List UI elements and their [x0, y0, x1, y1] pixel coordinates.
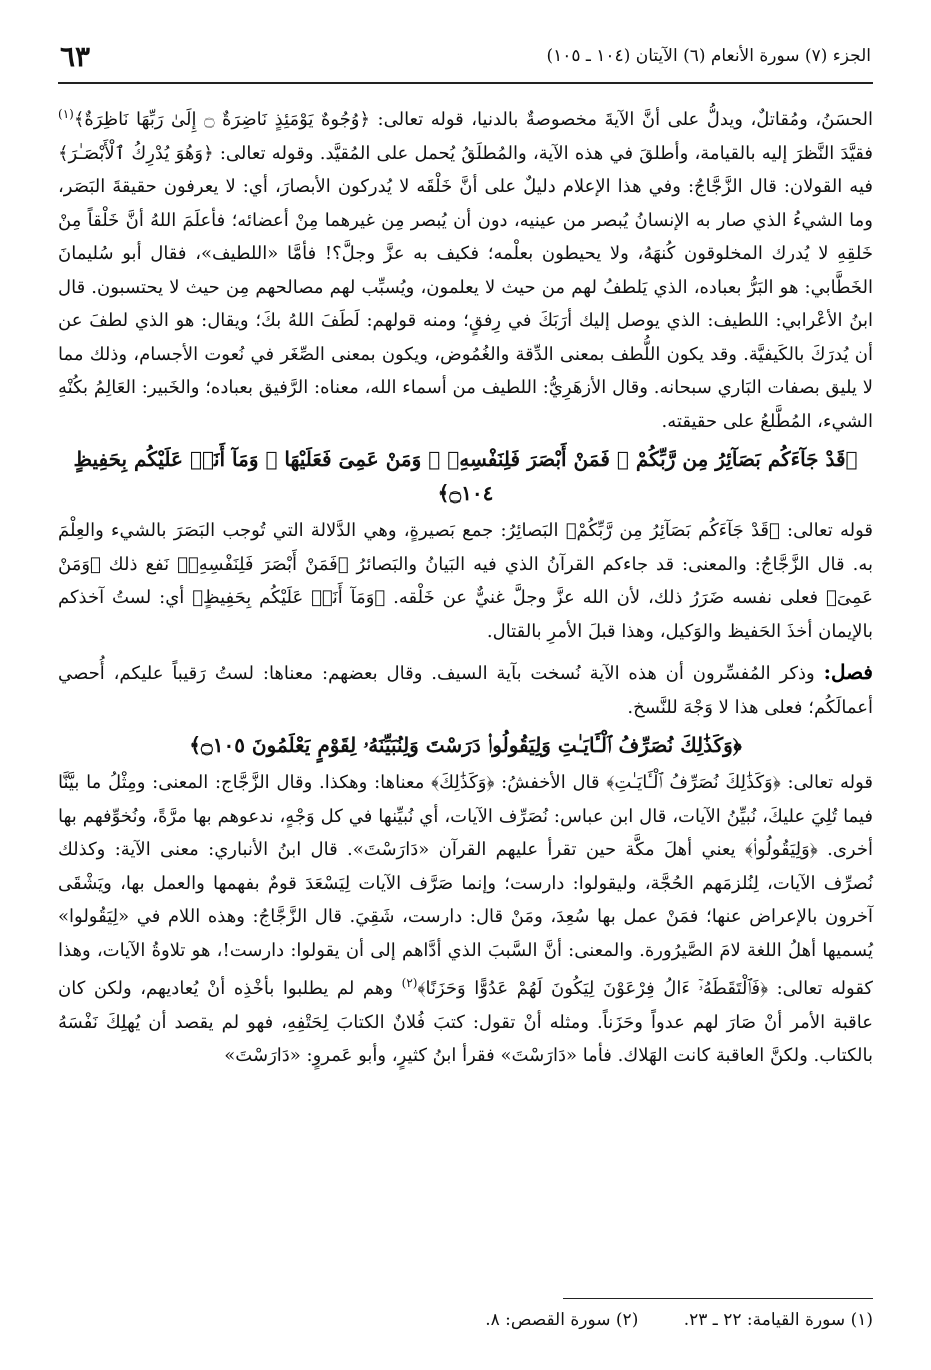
running-head: الجزء (٧) سورة الأنعام (٦) الآيتان (١٠٤ ـ ١٠٥)	[546, 46, 871, 66]
footnote-ref-2: (٢)	[401, 976, 418, 990]
paragraph-3-text: وذكر المُفسِّرون أن هذه الآية نُسخت بآية السيف. وقال بعضهم: معناها: لستُ رَقيباً عليكم، أُحصي أعمالَكُم؛ فعلى هذا لا وَجْهَ للنَّسخ.	[58, 663, 873, 718]
page-header	[60, 40, 871, 78]
paragraph-4-continued: وهم لم يطلبوا بأخْذِه أنْ يُعاديهم، ولكن كان عاقبة الأمر أنْ صَارَ لهم عدواً وحَزَناً. ومثله أنْ تقول: كتبَ فُلانٌ الكتابَ لِحَتْفِهِ، فهو لم يقصد أن يُهلِكَ نَفْسَهُ بالكتاب. ولكنَّ العاقبة كانت الهَلاك. فأما «دَارَسْتَ» فقرأ ابنُ كثيرٍ، وأبو عَمروٍ: «دَارَسْتَ»	[58, 978, 873, 1066]
header-rule	[58, 82, 873, 84]
paragraph-1-continued: فقيَّدَ النَّظرَ إليه بالقيامة، وأطلقَ في هذه الآية، والمُطلَقُ يُحمل على المُقيَّد. وقوله تعالى: ﴿وَهُوَ يُدْرِكُ ٱلْأَبْصَـٰرَ﴾ فيه القولان: قال الزَّجَّاجُ: وفي هذا الإعلام دليلٌ على أنَّ خَلْقَه لا يُدركون الأبصارَ، أي: لا يعرفون حقيقةَ البَصَر، وما الشيءُ الذي صار به الإنسانُ يُبصر من عينيه، دون أن يُبصر مِن غيرهما مِنْ أعضائه؛ فأعلَمَ اللهُ أنَّ خَلْقاً مِنْ خَلقِهِ لا يُدرك المخلوقون كُنهَهُ، ولا يحيطون بعلْمه؛ فكيف به عزَّ وجلَّ؟! فأمَّا «اللطيف»، فقال أبو سُليمانَ الخَطَّابي: هو البَرُّ بعباده، الذي يَلطفُ لهم من حيث لا يعلمون، ويُسبِّب لهم مصالحهم مِن حيث لا يحتسبون. قال ابنُ الأعْرابي: اللطيف: الذي يوصل إليك أرَبَكَ في رِفقٍ؛ ومنه قولهم: لَطَفَ اللهُ بكَ؛ ويقال: هو الذي لطفَ عن أن يُدرَكَ بالكَيفيَّة. وقد يكون اللُّطف بمعنى الدِّقة والغُمُوض، ويكون بمعنى الصِّغَر في نُعوت الأجسام، وذلك مما لا يليق بصفات البَاري سبحانه. وقال الأزهَرِيُّ: اللطيف من أسماء الله، معناه: الرَّفيق بعباده؛ والخَبير: العَالِمُ بكُنْهِ الشيء، المُطَّلعُ على حقيقته.	[58, 142, 873, 432]
paragraph-1-text: الحسَنُ، ومُقاتلٌ، ويدلُّ على أنَّ الآيةَ مخصوصةٌ بالدنيا، قوله تعالى: ﴿وُجُوهٌ يَوْمَئِذٍ نَاضِرَةٌ ۝ إِلَىٰ رَبِّهَا نَاظِرَةٌ﴾	[73, 109, 874, 130]
paragraph-1	[58, 98, 873, 438]
footnote-ref-1: (١)	[58, 107, 74, 121]
paragraph-2: قوله تعالى: ﴿قَدْ جَآءَكُم بَصَآئِرُ مِن رَّبِّكُمْ﴾ البَصائِرُ: جمع بَصيرةٍ، وهي الدَّلالة التي تُوجب البَصَرَ بالشيء والعِلْمَ به. قال الزَّجَّاجُ: والمعنى: قد جاءكم القرآنُ الذي فيه البَيانُ والبَصائرُ ﴿فَمَنْ أَبْصَرَ فَلِنَفْسِهِۦ﴾ نَفع ذلك ﴿وَمَنْ عَمِىَ﴾ فعلى نفسه ضَرَرُ ذلك، لأن الله عزَّ وجلَّ غنيٌّ عن خَلْقه. ﴿وَمَآ أَنَا۠ عَلَيْكُم بِحَفِيظٍ﴾ أي: لستُ آخذكم بالإيمان أخذَ الحَفيظ والوَكيل، وهذا قبلَ الأمرِ بالقتال.	[58, 520, 873, 642]
verse-105: ﴿وَكَذَٰلِكَ نُصَرِّفُ ٱلْـَٔايَـٰتِ وَلِيَقُولُوا۟ دَرَسْتَ وَلِنُبَيِّنَهُۥ لِقَوْمٍ يَعْلَمُونَ ۝١٠٥﴾	[189, 733, 742, 757]
paragraph-4-text: قوله تعالى: ﴿وَكَذَٰلِكَ نُصَرِّفُ ٱلْـَٔايَـٰتِ﴾ قال الأخفشُ: ﴿وَكَذَٰلِكَ﴾ معناها: وهكذا. وقال الزَّجَّاج: المعنى: ومِثْلُ ما بيَّنَّا فيما تُلِيَ عليكَ، نُبيِّنُ الآيات، قال ابن عباس: نُصَرِّف الآيات، أي نُبيِّنها في كل وَجْهٍ، ندعوهم بها مرَّةً، ونُخوِّفهم بها أخرى. ﴿وَلِيَقُولُوا۟﴾ يعني أهلَ مكَّة حين تقرأ عليهم القرآن «دَارَسْتَ». قال ابنُ الأنباري: معنى الآية: وكذلك نُصرِّف الآيات، لِنُلزمَهم الحُجَّة، وليقولوا: دارست؛ وإنما صَرَّف الآيات لِيَسْعَدَ قومٌ بفهمها والعمل بها، ويَشْقَى آخرون بالإعراض عنها؛ فمَنْ عمل بها سُعِدَ، ومَنْ قال: دارست، شَقِيَ. قال الزَّجَّاجُ: وهذه اللام في «لِيَقُولوا» يُسميها أهلُ اللغة لامَ الصَّيرُورة. والمعنى: أنَّ السَّببَ الذي أدَّاهم إلى أن يقولوا: دارست!، هو تلاوةُ الآيات، وهذا كقوله تعالى: ﴿فَٱلْتَقَطَهُۥٓ ءَالُ فِرْعَوْنَ لِيَكُونَ لَهُمْ عَدُوًّا وَحَزَنًا﴾	[58, 772, 873, 999]
verse-104: ﴿قَدْ جَآءَكُم بَصَآئِرُ مِن رَّبِّكُمْ ۖ فَمَنْ أَبْصَرَ فَلِنَفْسِهِۦ ۖ وَمَنْ عَمِىَ فَعَلَيْهَا ۚ وَمَآ أَنَا۠ عَلَيْكُم بِحَفِيظٍ ۝١٠٤﴾	[73, 447, 858, 505]
page-number: ٦٣	[60, 40, 91, 73]
paragraph-3	[58, 656, 873, 724]
fasl-label: فصل:	[823, 660, 873, 684]
footnote-2: (٢) سورة القصص: ٨.	[485, 1310, 639, 1330]
spacer	[58, 648, 873, 656]
paragraph-4	[58, 766, 873, 1073]
footnotes	[58, 1310, 873, 1330]
page-body	[58, 98, 873, 1073]
footnote-1: (١) سورة القيامة: ٢٢ ـ ٢٣.	[683, 1310, 873, 1330]
footnote-rule	[563, 1298, 873, 1299]
